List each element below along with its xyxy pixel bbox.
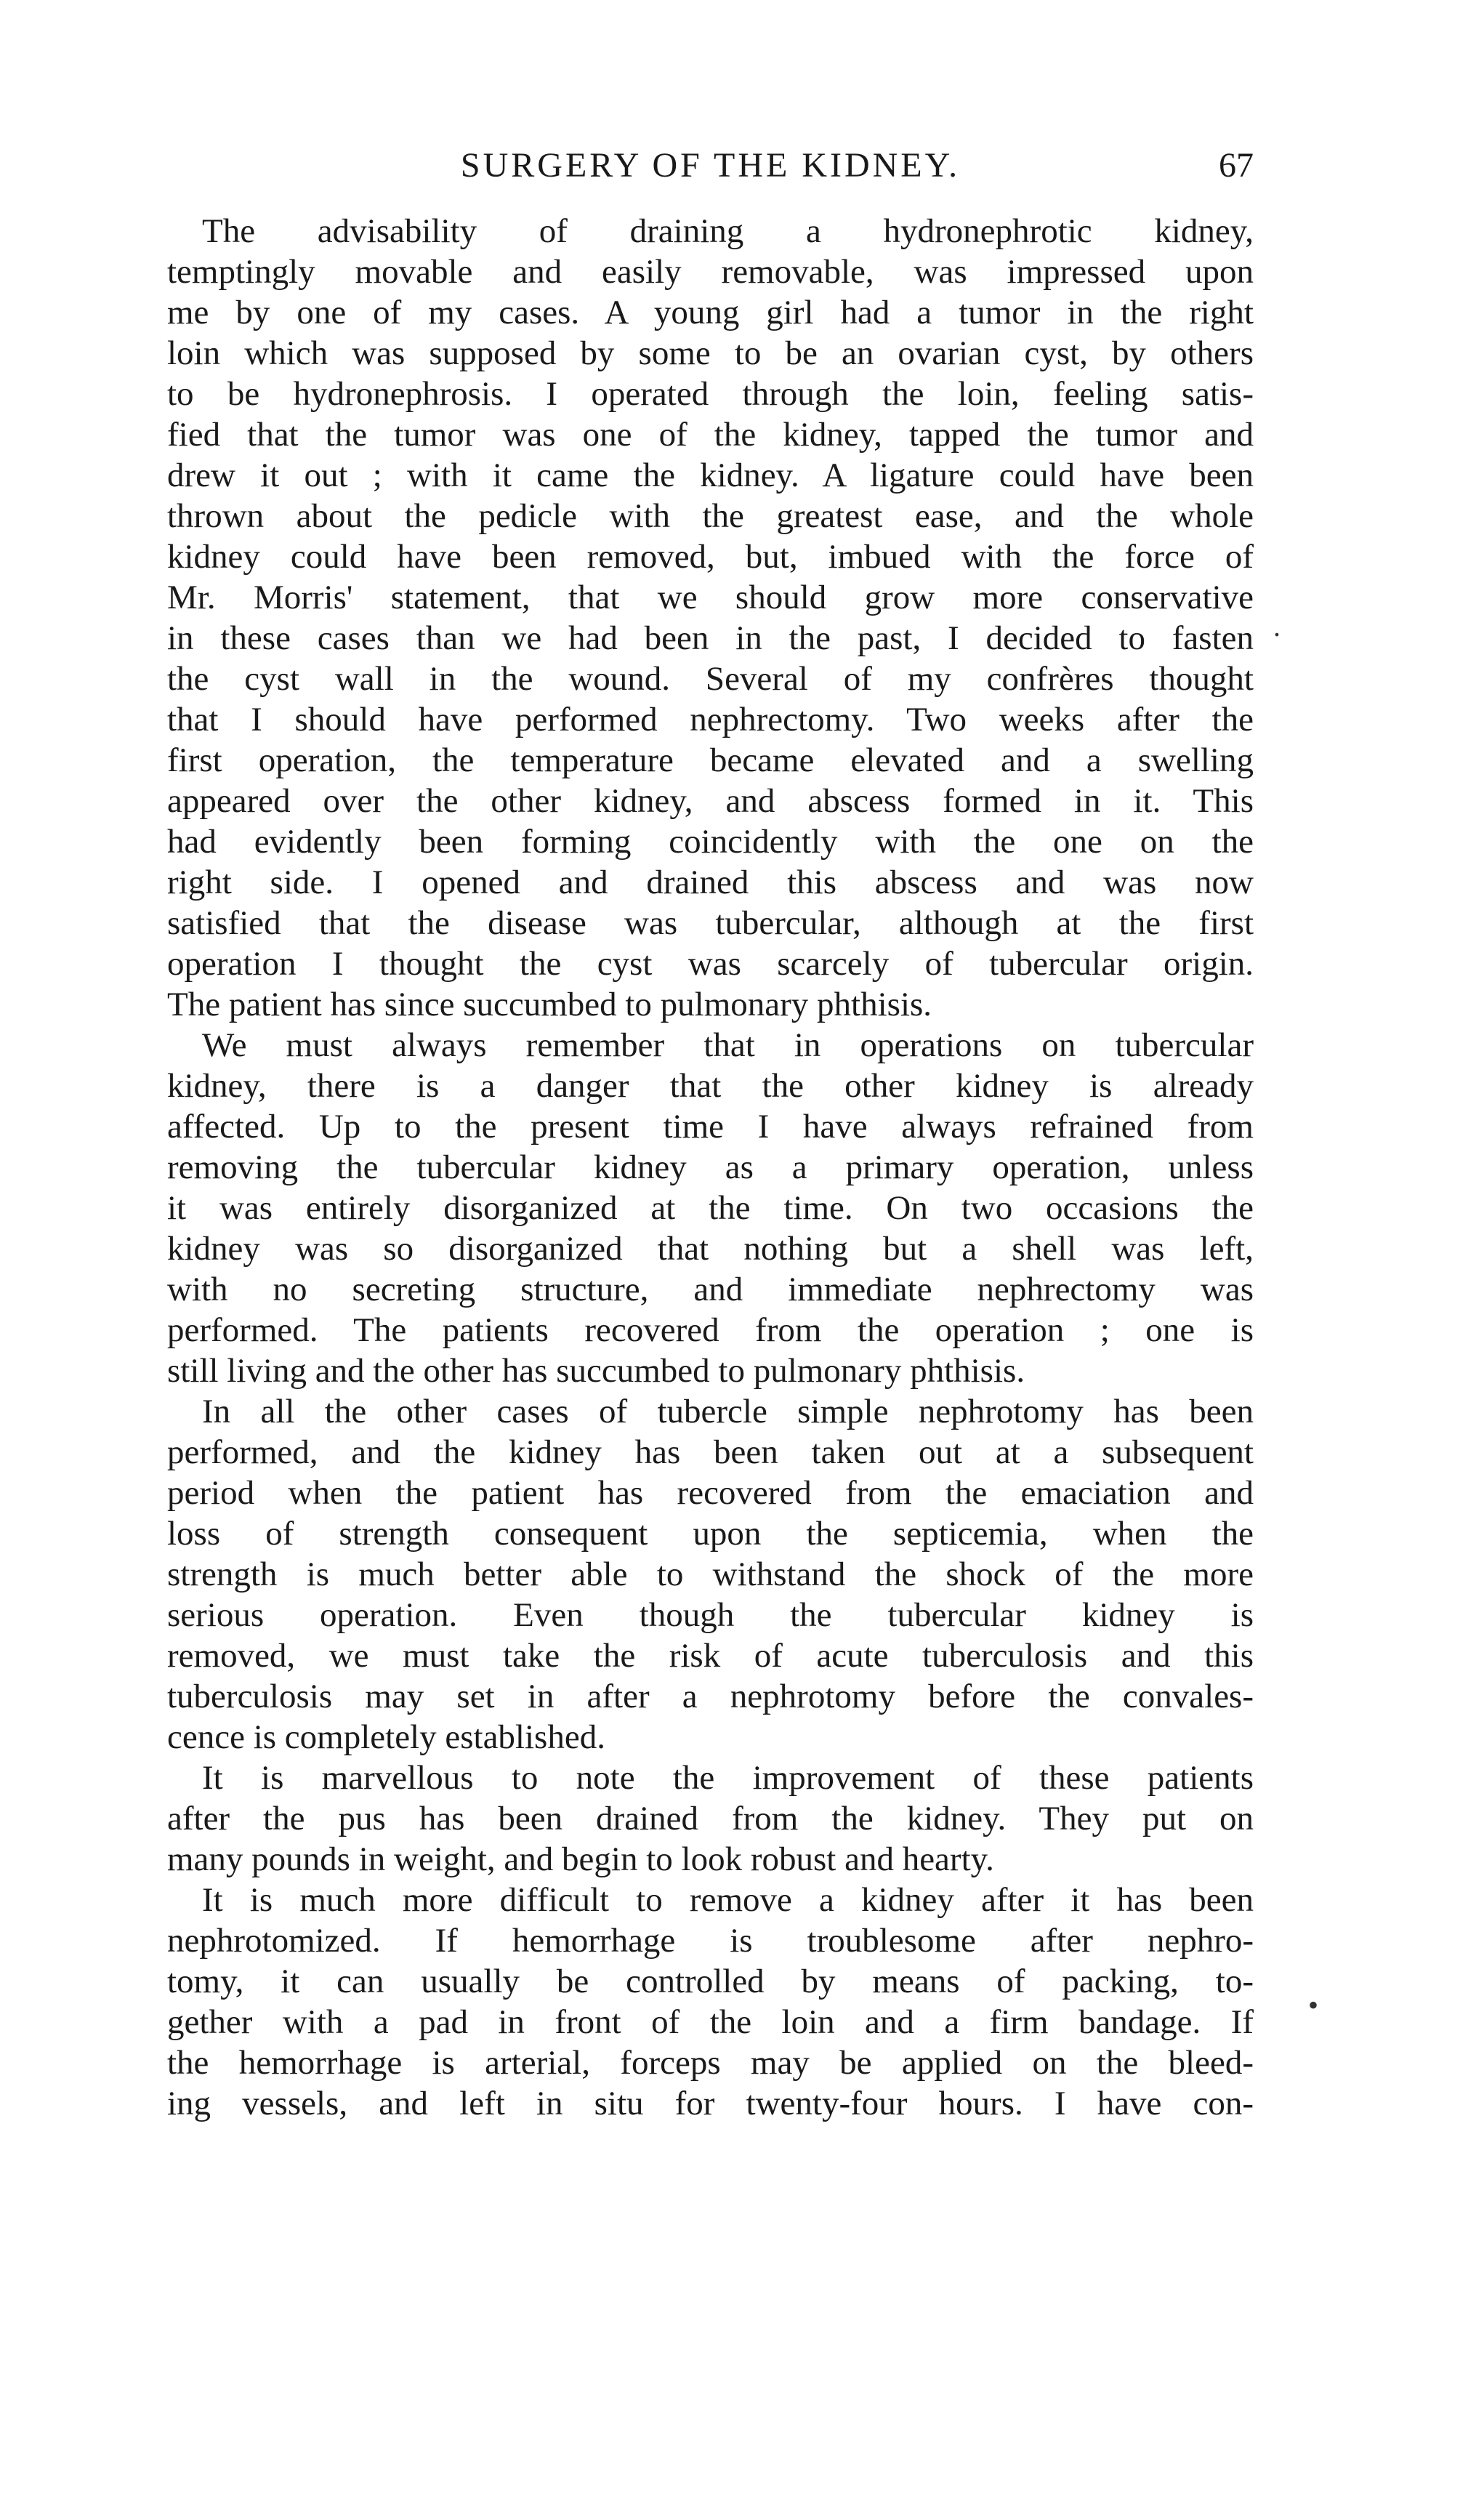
text-line: after the pus has been drained from the kidney. They put on bbox=[167, 1800, 1254, 1837]
text-line: kidney, there is a danger that the other kidney is already bbox=[167, 1067, 1254, 1105]
text-line: many pounds in weight, and begin to look robust and hearty. bbox=[167, 1840, 994, 1878]
text-line: loin which was supposed by some to be an ovarian cyst, by others bbox=[167, 334, 1254, 372]
text-line: with no secreting structure, and immediate nephrectomy was bbox=[167, 1271, 1254, 1308]
text-line: strength is much better able to withstand the shock of the more bbox=[167, 1555, 1254, 1593]
text-line: The patient has since succumbed to pulmonary phthisis. bbox=[167, 986, 932, 1023]
text-line: gether with a pad in front of the loin and a firm bandage. If bbox=[167, 2003, 1254, 2041]
text-line: the cyst wall in the wound. Several of my confrères thought bbox=[167, 660, 1254, 698]
stray-mark: • bbox=[1308, 1989, 1319, 2021]
text-line: It is marvellous to note the improvement of these patients bbox=[202, 1759, 1254, 1797]
text-line: kidney was so disorganized that nothing but a shell was left, bbox=[167, 1230, 1254, 1268]
text-line: We must always remember that in operations on tubercular bbox=[202, 1026, 1254, 1064]
text-line: that I should have performed nephrectomy. Two weeks after the bbox=[167, 701, 1254, 738]
text-line: cence is completely established. bbox=[167, 1718, 605, 1756]
text-line: fied that the tumor was one of the kidney, tapped the tumor and bbox=[167, 416, 1254, 454]
text-line: thrown about the pedicle with the greatest ease, and the whole bbox=[167, 497, 1254, 535]
text-line: loss of strength consequent upon the septicemia, when the bbox=[167, 1515, 1254, 1553]
text-line: right side. I opened and drained this abscess and was now bbox=[167, 863, 1254, 901]
text-line: to be hydronephrosis. I operated through the loin, feeling satis- bbox=[167, 375, 1254, 413]
text-line: The advisability of draining a hydronephrotic kidney, bbox=[202, 212, 1254, 250]
stray-mark: . bbox=[1273, 610, 1281, 643]
text-line: serious operation. Even though the tubercular kidney is bbox=[167, 1596, 1254, 1634]
text-line: the hemorrhage is arterial, forceps may be applied on the bleed- bbox=[167, 2044, 1254, 2082]
text-line: removed, we must take the risk of acute tuberculosis and this bbox=[167, 1637, 1254, 1675]
text-line: removing the tubercular kidney as a primary operation, unless bbox=[167, 1148, 1254, 1186]
text-line: satisfied that the disease was tubercular, although at the first bbox=[167, 904, 1254, 942]
text-line: It is much more difficult to remove a kidney after it has been bbox=[202, 1881, 1254, 1919]
text-line: still living and the other has succumbed to pulmonary phthisis. bbox=[167, 1352, 1025, 1390]
body-text bbox=[167, 211, 1254, 2124]
text-line: Mr. Morris' statement, that we should grow more conservative bbox=[167, 579, 1254, 616]
text-line: performed. The patients recovered from the operation ; one is bbox=[167, 1311, 1254, 1349]
text-line: had evidently been forming coincidently with the one on the bbox=[167, 823, 1254, 861]
text-line: nephrotomized. If hemorrhage is troublesome after nephro- bbox=[167, 1922, 1254, 1960]
text-line: tuberculosis may set in after a nephrotomy before the convales- bbox=[167, 1678, 1254, 1715]
text-line: drew it out ; with it came the kidney. A ligature could have been bbox=[167, 456, 1254, 494]
text-line: performed, and the kidney has been taken out at a subsequent bbox=[167, 1433, 1254, 1471]
text-line: ing vessels, and left in situ for twenty-four hours. I have con- bbox=[167, 2085, 1254, 2122]
text-line: period when the patient has recovered from the emaciation and bbox=[167, 1474, 1254, 1512]
text-line: appeared over the other kidney, and abscess formed in it. This bbox=[167, 782, 1254, 820]
running-title: SURGERY OF THE KIDNEY. bbox=[460, 146, 961, 185]
text-line: operation I thought the cyst was scarcely of tubercular origin. bbox=[167, 945, 1254, 983]
text-line: temptingly movable and easily removable, was impressed upon bbox=[167, 253, 1254, 291]
page-number: 67 bbox=[1219, 146, 1254, 185]
text-line: In all the other cases of tubercle simple nephrotomy has been bbox=[202, 1393, 1254, 1430]
running-head bbox=[167, 145, 1254, 196]
text-line: it was entirely disorganized at the time. On two occasions the bbox=[167, 1189, 1254, 1227]
text-line: in these cases than we had been in the past, I decided to fasten bbox=[167, 619, 1254, 657]
text-line: tomy, it can usually be controlled by means of packing, to- bbox=[167, 1962, 1254, 2000]
text-line: first operation, the temperature became elevated and a swelling bbox=[167, 741, 1254, 779]
text-line: affected. Up to the present time I have always refrained from bbox=[167, 1108, 1254, 1146]
text-line: kidney could have been removed, but, imbued with the force of bbox=[167, 538, 1254, 576]
text-line: me by one of my cases. A young girl had a tumor in the right bbox=[167, 294, 1254, 331]
